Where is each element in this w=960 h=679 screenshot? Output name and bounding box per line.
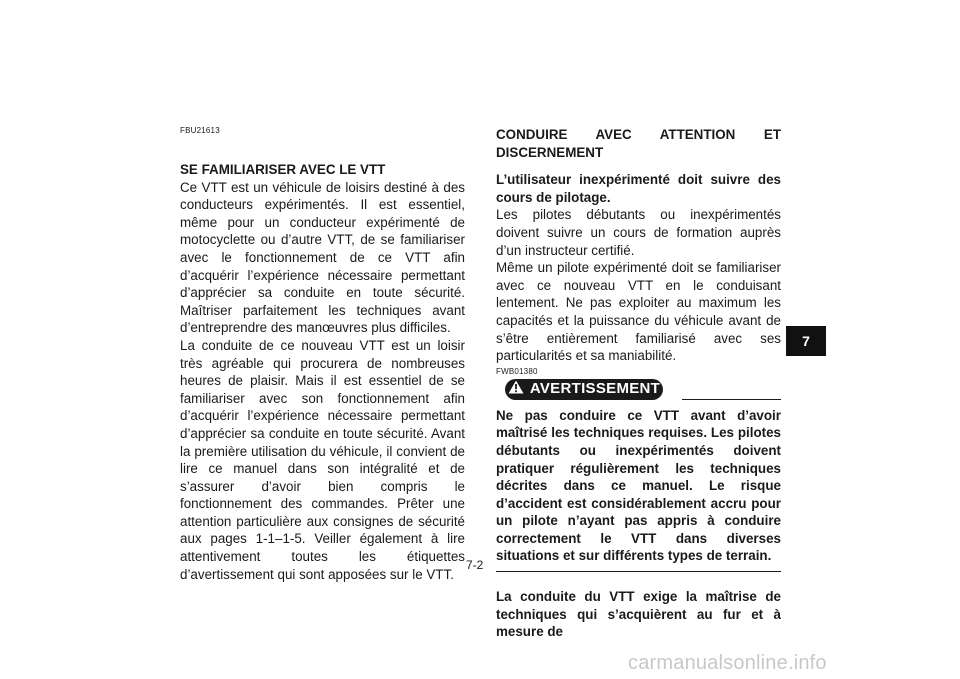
- section-heading: SE FAMILIARISER AVEC LE VTT: [180, 162, 386, 177]
- right-column: [496, 126, 781, 641]
- sub-heading: L’utilisateur inexpérimenté doit suivre des cours de pilotage.: [496, 172, 781, 205]
- warning-header: [496, 377, 781, 407]
- section-heading: CONDUIRE AVEC ATTENTION ET DISCERNEMENT: [496, 127, 781, 160]
- body-paragraph: Même un pilote expérimenté doit se familiariser avec ce nouveau VTT en le conduisant lentement. Ne pas exploiter au maximum les capacités et la puissance du véhicule avant de s’être entièrement familiarisé avec ses particularités et sa maniabilité.: [496, 260, 781, 364]
- left-column: [180, 126, 465, 583]
- chapter-tab: 7: [786, 326, 826, 356]
- body-paragraph: La conduite de ce nouveau VTT est un loisir très agréable qui procurera de nombreuses heures de plaisir. Mais il est essentiel de se familiariser avec son fonctionnement afin d’acquérir l’expérience nécessaire permettant d’apprécier sa conduite en toute sécurité. Avant la première utilisation du véhicule, il convient de lire ce manuel dans son intégralité et de s’assurer d’avoir bien compris le fonctionnement des commandes. Prêter une attention particulière aux consignes de sécurité aux pages 1-1–1-5. Veiller également à lire attentivement toutes les étiquettes d’avertissement qui sont apposées sur le VTT.: [180, 337, 465, 582]
- body-paragraph: La conduite du VTT exige la maîtrise de techniques qui s’acquièrent au fur et à mesure de: [496, 589, 781, 640]
- body-paragraph: Les pilotes débutants ou inexpérimentés doivent suivre un cours de formation auprès d’un instructeur certifié.: [496, 207, 781, 258]
- warning-label: AVERTISSEMENT: [529, 380, 661, 398]
- page-number: 7-2: [466, 558, 484, 572]
- warning-triangle-icon: [508, 380, 524, 399]
- watermark: carmanualsonline.info: [628, 652, 827, 674]
- warning-code: FWB01380: [496, 366, 538, 376]
- warning-badge: [505, 379, 663, 400]
- section-code: FBU21613: [180, 126, 220, 135]
- warning-header-rule: [682, 399, 781, 400]
- body-paragraph: Ce VTT est un véhicule de loisirs destiné à des conducteurs expérimentés. Il est essentiel, même pour un conducteur expérimenté de motocyclette ou d’autre VTT, de se familiariser avec le fonctionnement de ce VTT afin d’acquérir l’expérience nécessaire permettant d’apprécier sa conduite en toute sécurité. Maîtriser parfaitement les techniques avant d’entreprendre des manœuvres plus difficiles.: [180, 179, 465, 336]
- warning-text: Ne pas conduire ce VTT avant d’avoir maîtrisé les techniques requises. Les pilotes débutants ou inexpérimentés doivent pratiquer régulièrement les techniques décrites dans ce manuel. Le risque d’accident est considérablement accru pour un pilote n’ayant pas appris à conduire correctement le VTT dans diverses situations et sur différents types de terrain.: [496, 407, 781, 564]
